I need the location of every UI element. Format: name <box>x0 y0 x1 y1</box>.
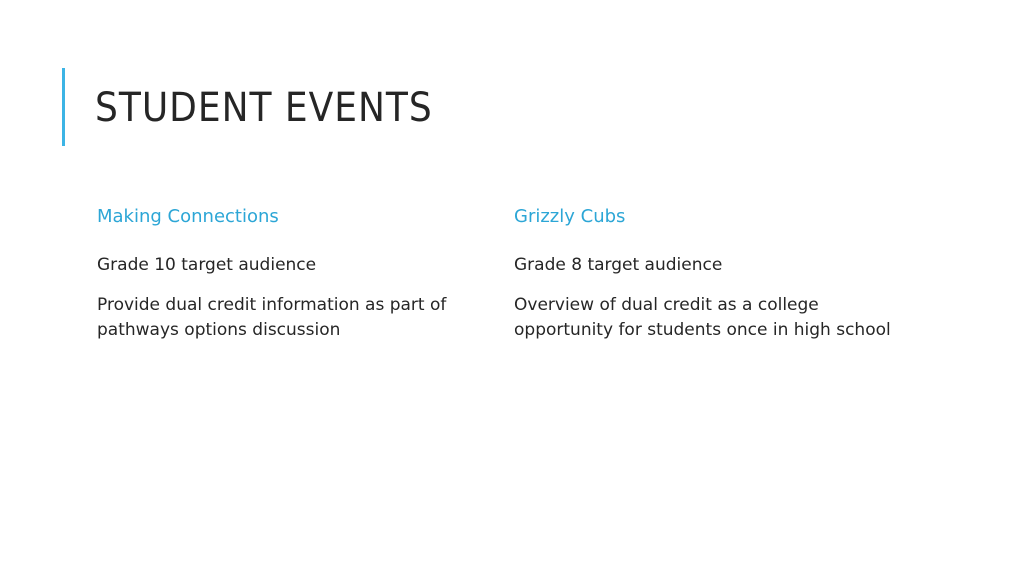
title-accent-bar <box>62 68 65 146</box>
column-grizzly-cubs <box>514 204 894 343</box>
column-item: Grade 10 target audience <box>97 255 317 275</box>
slide-title: STUDENT EVENTS <box>95 85 433 131</box>
column-item: Grade 8 target audience <box>514 255 723 275</box>
column-making-connections <box>97 204 477 343</box>
column-heading: Grizzly Cubs <box>514 206 626 227</box>
column-item: Overview of dual credit as a college opportunity for students once in high school <box>514 295 891 340</box>
column-item: Provide dual credit information as part of pathways options discussion <box>97 295 447 340</box>
column-heading: Making Connections <box>97 206 279 227</box>
